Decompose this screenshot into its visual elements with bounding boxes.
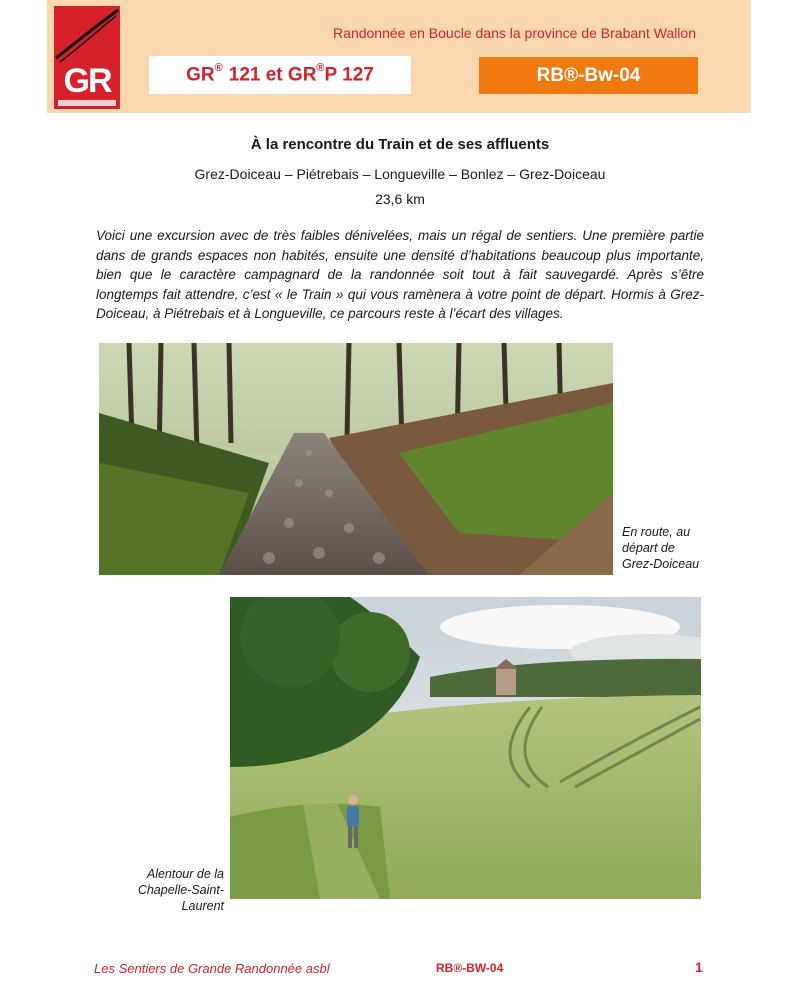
logo-text: GR [63, 62, 111, 100]
caption-line: Grez-Doiceau [622, 557, 700, 571]
logo-underline [58, 100, 116, 106]
page-number: 1 [695, 959, 703, 975]
gr-label-part: GR [186, 64, 215, 86]
caption-line: départ de [622, 541, 675, 555]
footer-organization: Les Sentiers de Grande Randonnée asbl [94, 961, 330, 976]
rb-code-badge: RB®-Bw-04 [479, 57, 698, 94]
gr-label-part: 121 et GR [228, 64, 317, 86]
gr-trail-label [149, 56, 411, 94]
distance: 23,6 km [375, 191, 425, 207]
photo-caption [100, 866, 224, 914]
footer-code: RB®-BW-04 [436, 961, 504, 975]
gr-logo [54, 6, 120, 109]
registered-mark: ® [316, 61, 325, 74]
caption-line: Chapelle-Saint-Laurent [137, 883, 224, 913]
photo-caption [622, 524, 722, 572]
caption-line: En route, au [622, 525, 691, 539]
route-line: Grez-Doiceau – Piétrebais – Longueville – Bonlez – Grez-Doiceau [194, 166, 606, 182]
gr-label-part: P 127 [324, 64, 374, 86]
intro-paragraph: Voici une excursion avec de très faibles dénivelées, mais un régal de sentiers. Une première partie dans de grands espaces non habités, ensuite une densité d’habitations beaucoup plus importante, bien que le caractère campagnard de la randonnée soit tout à fait sauvegardé. Après s’être longtemps fait attendre, c’est « le Train » qui vous ramènera à votre point de départ. Hormis à Grez-Doiceau, à Piétrebais et à Longueville, ce parcours reste à l’écart des villages. [96, 228, 704, 321]
photo-wheat-field [230, 597, 701, 899]
header-subtitle: Randonnée en Boucle dans la province de Brabant Wallon [333, 25, 696, 41]
registered-mark: ® [214, 61, 223, 74]
caption-line: Alentour de la [146, 867, 224, 881]
page-title: À la rencontre du Train et de ses affluents [250, 136, 550, 153]
photo-forest-path [99, 343, 613, 575]
